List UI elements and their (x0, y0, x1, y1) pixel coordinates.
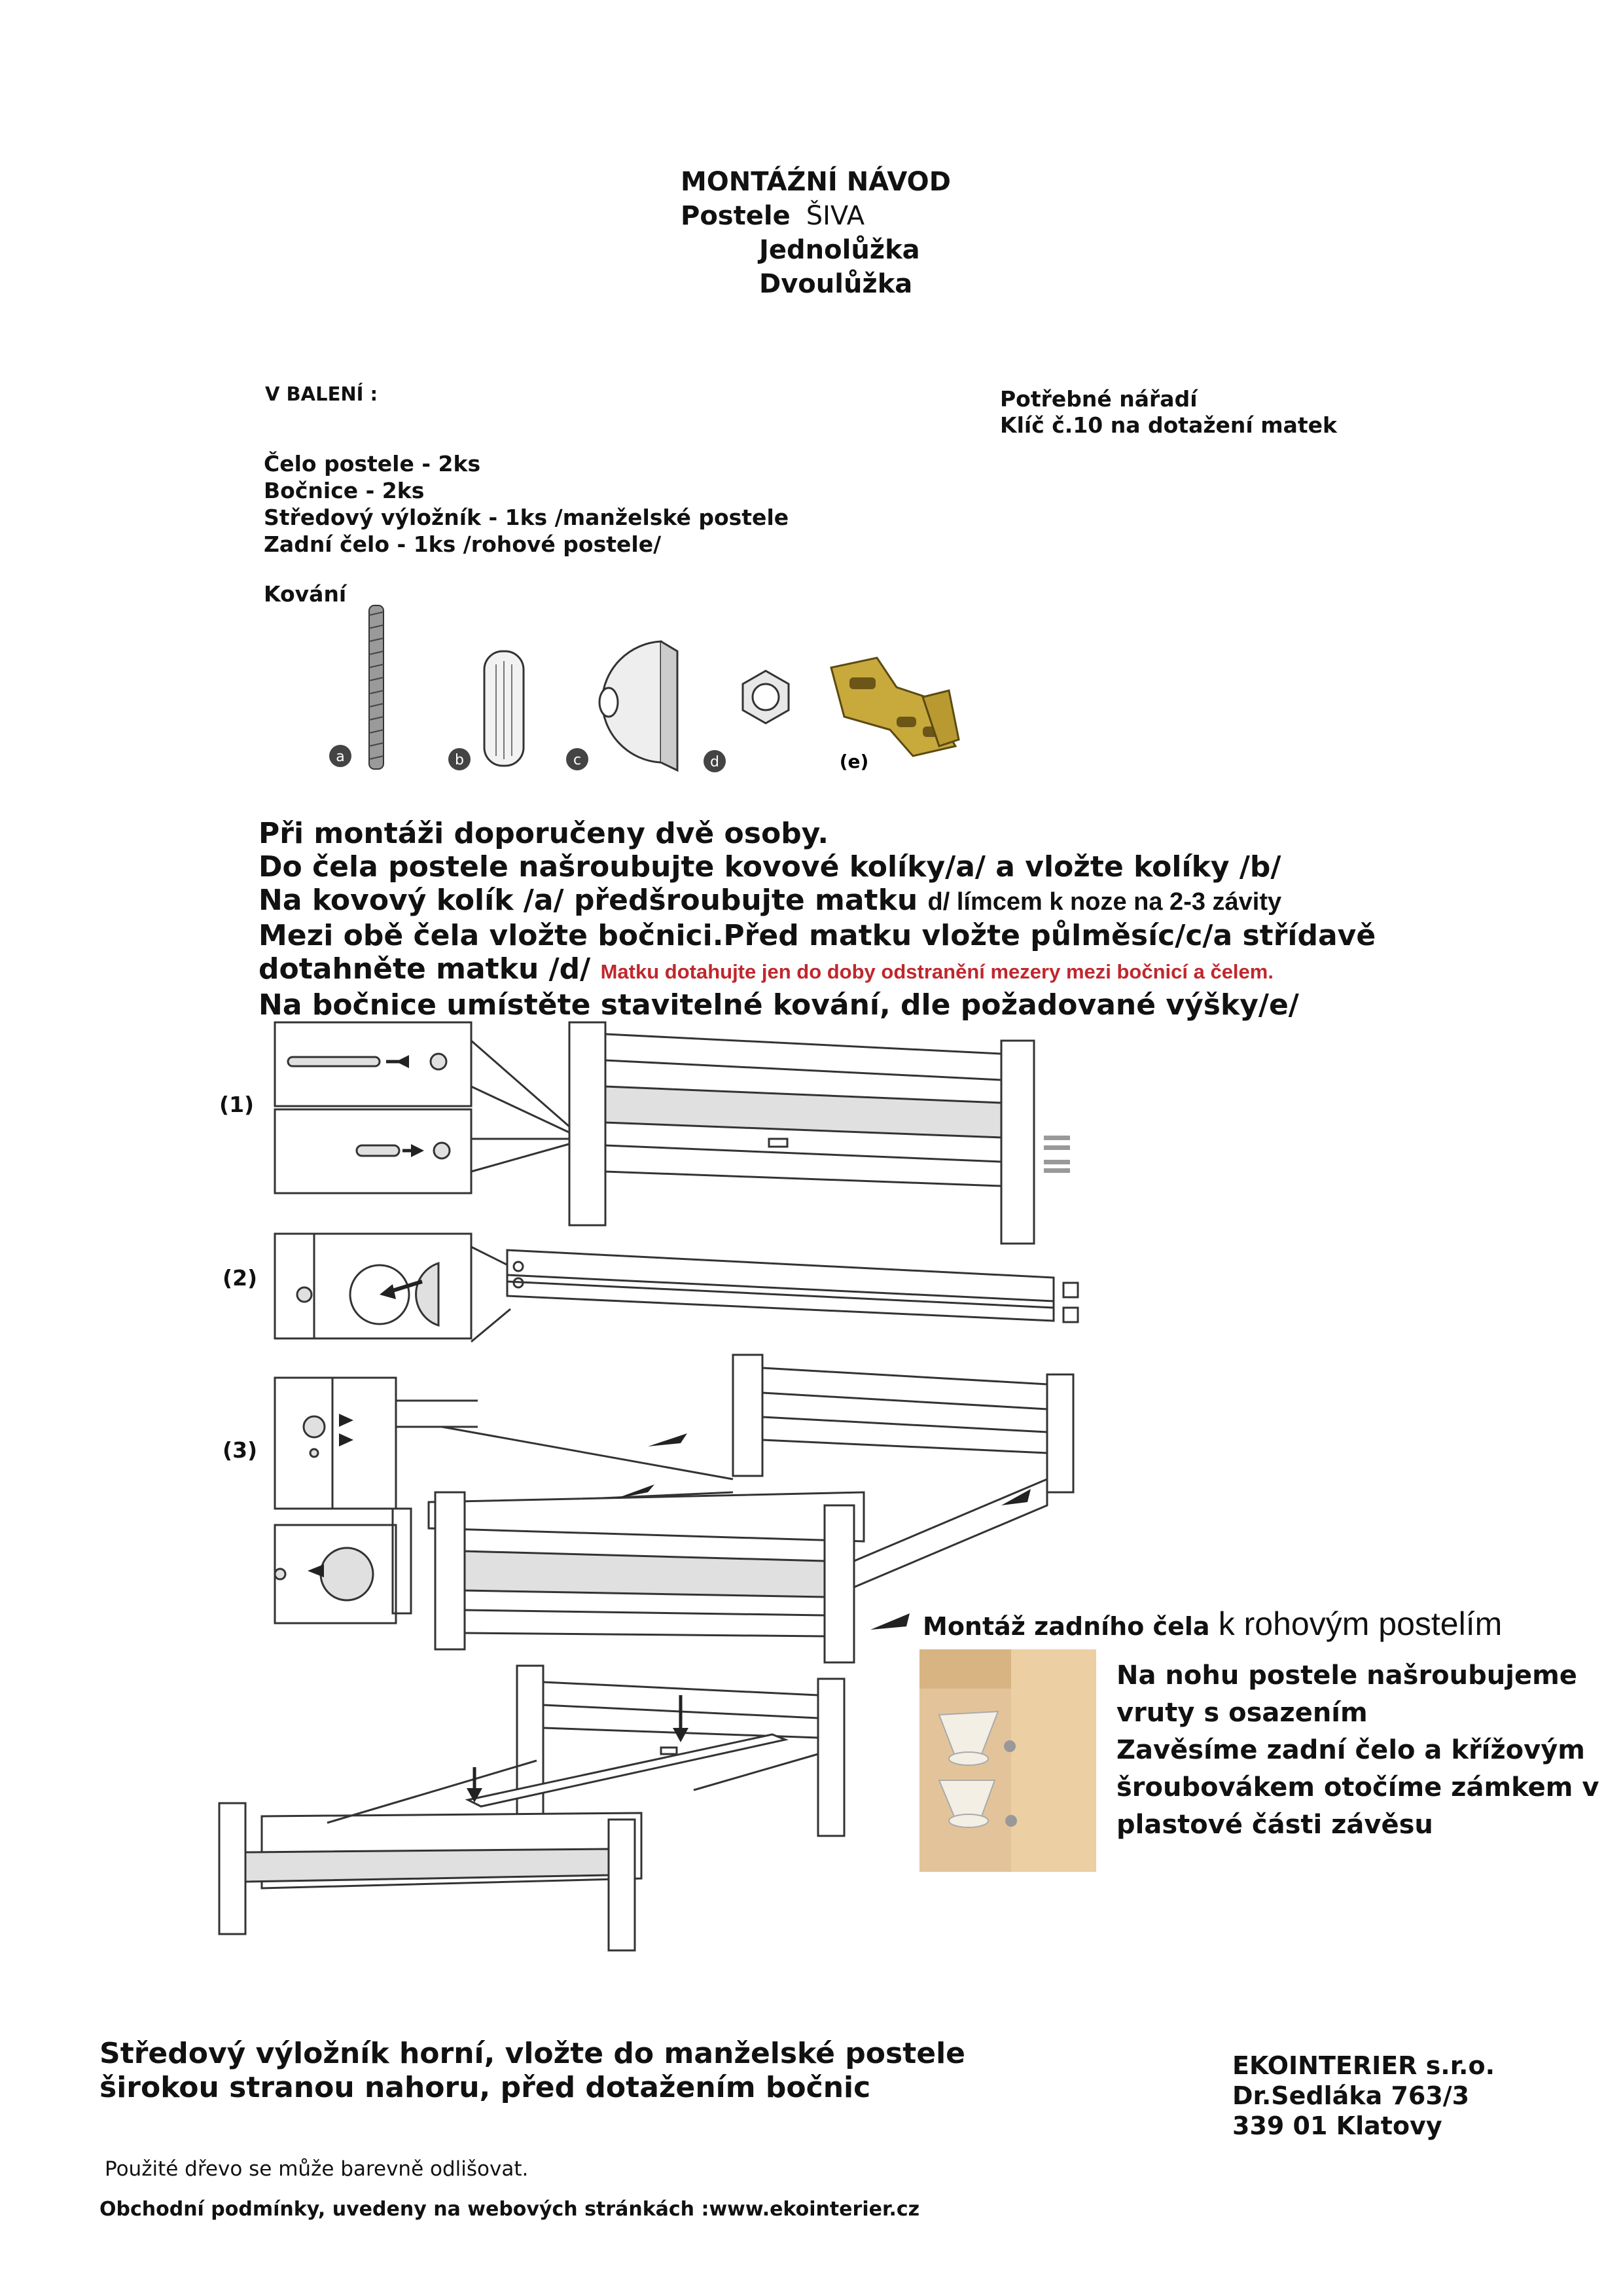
instruction-note: d/ límcem k noze na 2-3 závity (927, 888, 1282, 916)
hex-nut-icon (743, 671, 789, 723)
rear-heading-corner: k rohovým postelím (1218, 1605, 1503, 1642)
rear-line: plastové části závěsu (1116, 1810, 1433, 1840)
instruction-text: Na kovový kolík /a/ předšroubujte matku (259, 884, 918, 917)
pin-icons (1044, 1136, 1070, 1173)
tools-wrench: Klíč č.10 na dotažení matek (1000, 412, 1337, 438)
step-1-diagram (275, 1022, 1070, 1244)
label-b: b (455, 752, 464, 768)
step-label-2: (2) (223, 1265, 258, 1291)
title-bed-label: Postele (681, 201, 791, 231)
step-label-1: (1) (219, 1092, 255, 1117)
rear-headboard-instructions (1116, 1657, 1599, 1844)
label-e: (e) (839, 751, 869, 772)
package-item: Zadní čelo - 1ks /rohové postele/ (264, 531, 662, 557)
instruction-line: Mezi obě čela vložte bočnici.Před matku vložte půlměsíc/c/a střídavě (259, 919, 1376, 952)
title-single: Jednolůžka (759, 235, 920, 265)
instruction-line: Do čela postele našroubujte kovové kolíky/a/ a vložte kolíky /b/ (259, 850, 1281, 884)
title-line: MONTÁŹNÍ NÁVOD (681, 167, 951, 197)
document-title (681, 165, 951, 301)
tools-heading: Potřebné nářadí (1000, 386, 1198, 412)
step-label-3: (3) (223, 1437, 258, 1463)
center-beam-note (99, 2037, 965, 2105)
rear-line: šroubovákem otočíme zámkem v (1116, 1772, 1599, 1803)
center-beam-diagram (219, 1666, 844, 1950)
wood-color-note: Použité dřevo se může barevně odlišovat. (105, 2157, 529, 2181)
hardware-heading: Kování (264, 581, 347, 607)
assembly-instructions (259, 817, 1376, 1022)
instruction-text: dotahněte matku /d/ (259, 952, 591, 986)
package-list (264, 450, 789, 558)
instruction-line: Při montáži doporučeny dvě osoby. (259, 817, 829, 850)
package-item: Středový výložník - 1ks /manželské postele (264, 505, 789, 530)
tools-block (1000, 386, 1337, 439)
company-address (1232, 2051, 1495, 2141)
label-d: d (710, 754, 719, 770)
label-c: c (573, 752, 582, 768)
terms-line: Obchodní podmínky, uvedeny na webových stránkách :www.ekointerier.cz (99, 2198, 920, 2221)
threaded-rod-icon (369, 605, 383, 769)
rear-line: vruty s osazením (1116, 1698, 1368, 1728)
instruction-line (259, 952, 1376, 988)
center-beam-line: Středový výložník horní, vložte do manželské postele (99, 2037, 966, 2070)
title-double: Dvoulůžka (759, 269, 913, 299)
tightening-warning: Matku dotahujte jen do doby odstranění mezery mezi bočnicí a čelem. (600, 960, 1274, 983)
wooden-dowel-icon (484, 651, 524, 766)
package-item: Bočnice - 2ks (264, 478, 425, 503)
title-bed-name: ŠIVA (806, 201, 865, 231)
half-moon-washer-icon (599, 641, 677, 770)
hardware-illustration (321, 592, 1041, 789)
rear-line: Na nohu postele našroubujeme (1116, 1660, 1577, 1691)
company-street: Dr.Sedláka 763/3 (1232, 2081, 1470, 2110)
package-item: Čelo postele - 2ks (264, 451, 481, 476)
company-city: 339 01 Klatovy (1232, 2111, 1442, 2140)
instruction-line (259, 884, 1376, 919)
title-bed-line (681, 199, 951, 233)
instruction-line: Na bočnice umístěte stavitelné kování, dle požadované výšky/e/ (259, 988, 1299, 1022)
company-name: EKOINTERIER s.r.o. (1232, 2051, 1495, 2080)
rear-line: Zavěsíme zadní čelo a křížovým (1116, 1735, 1585, 1765)
rear-heading-text: Montáž zadního čela (923, 1612, 1210, 1641)
package-heading: V BALENÍ : (265, 383, 378, 405)
step-2-diagram (275, 1234, 1078, 1342)
label-a: a (336, 749, 345, 765)
rear-headboard-heading (923, 1605, 1502, 1643)
rear-headboard-photo (919, 1649, 1096, 1872)
adjustable-bracket-icon (831, 658, 959, 756)
center-beam-line: širokou stranou nahoru, před dotažením bočnic (99, 2071, 871, 2104)
